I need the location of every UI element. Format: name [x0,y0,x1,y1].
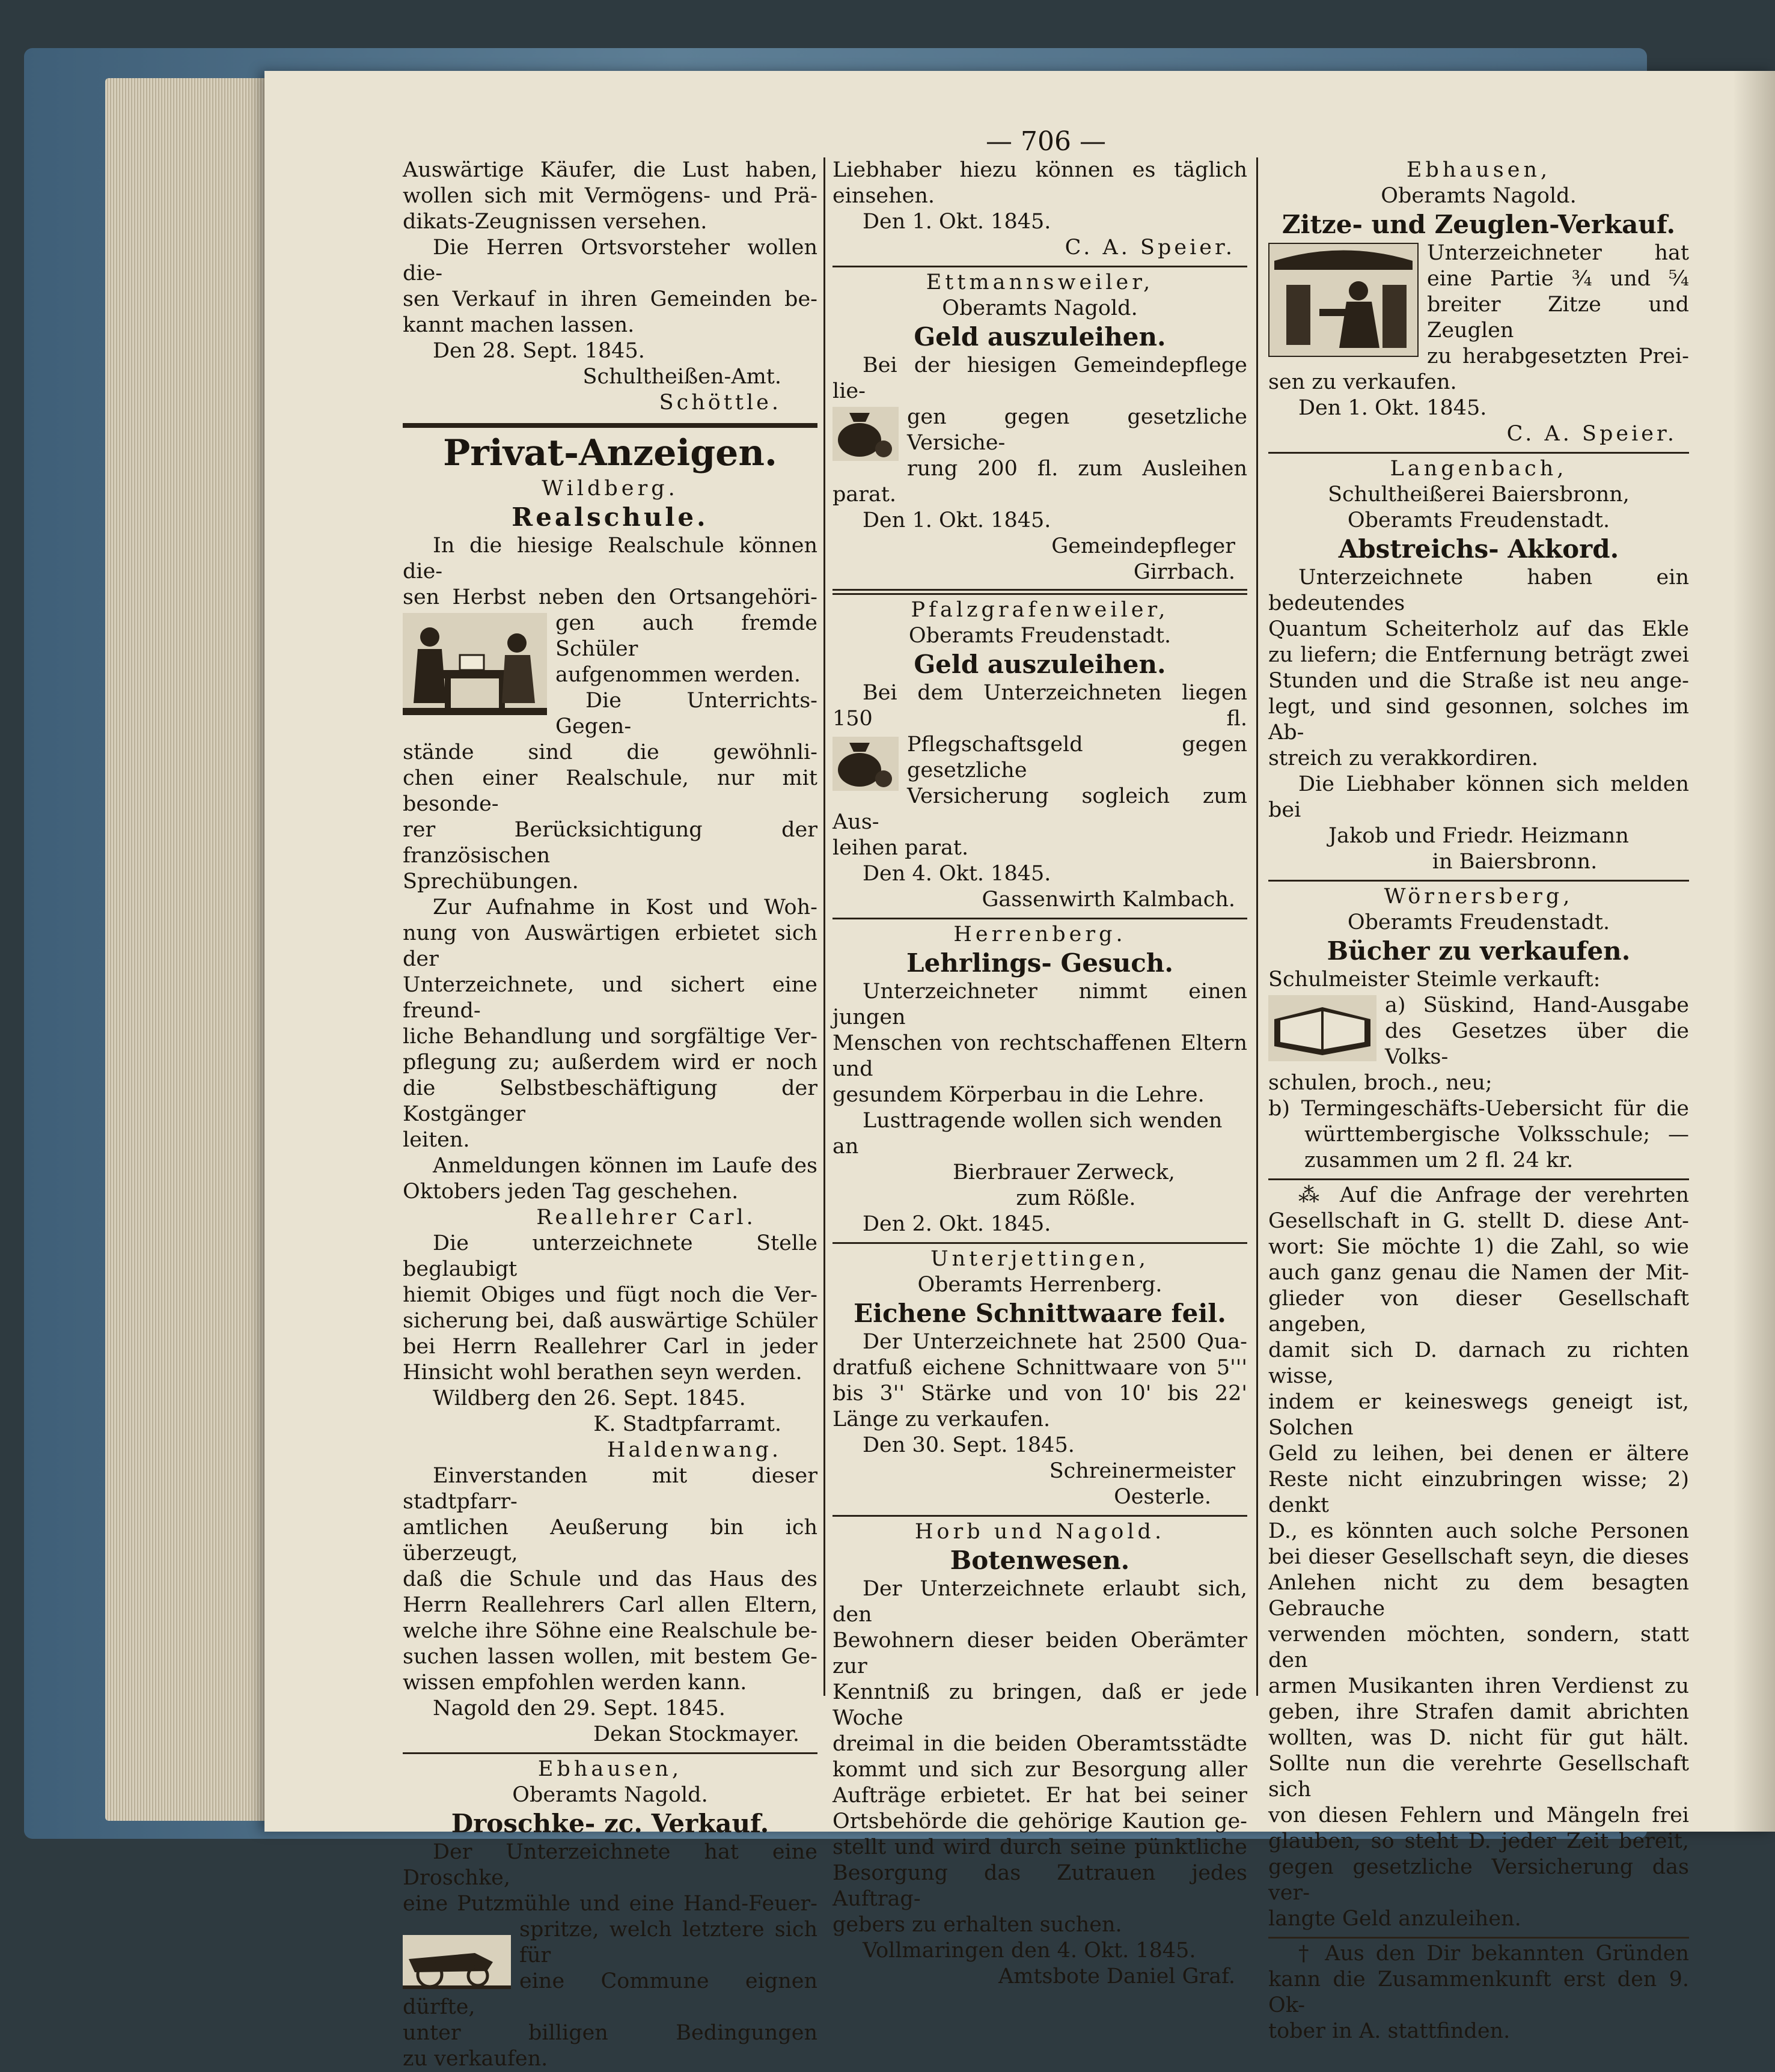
text-line: tober in A. stattfinden. [1268,2019,1511,2043]
text-line: dratfuß eichene Schnittwaare von 5''' [833,1356,1247,1380]
place-name: Unterjettingen, [930,1247,1149,1271]
text-line: nung von Auswärtigen erbietet sich der [403,921,817,971]
section-heading: Privat-Anzeigen. [443,432,777,474]
place-name: Pfalzgrafenweiler, [911,598,1169,622]
text-line: auch ganz genau die Namen der Mit- [1268,1261,1689,1285]
text-line: Einverstanden mit dieser stadtpfarr- [403,1464,817,1514]
section-rule [1268,452,1689,454]
text-line: Liebhaber hiezu können es täglich [833,158,1247,182]
text-line: Hinsicht wohl berathen seyn werden. [403,1361,802,1385]
text-line: Zur Aufnahme in Kost und Woh- [433,895,817,919]
text-line: Geld zu leihen, bei denen er ältere [1268,1442,1689,1466]
district-name: Oberamts Nagold. [512,1783,708,1807]
text-line: wollen sich mit Vermögens- und Prä- [403,184,817,208]
date-line: Wildberg den 26. Sept. 1845. [433,1386,746,1410]
text-line: ⁂ Auf die Anfrage der verehrten [1298,1183,1689,1207]
section-rule [403,423,817,428]
text-line: sen zu verkaufen. [1268,370,1457,394]
school-woodcut-image [403,613,547,715]
signature: Oesterle. [1114,1485,1211,1509]
text-line: geben, ihre Strafen damit abrichten [1268,1700,1689,1724]
section-rule [833,266,1247,267]
text-line: Bierbrauer Zerweck, [953,1160,1175,1184]
text-line: daß die Schule und das Haus des [403,1567,817,1591]
book-woodcut-image [1268,995,1376,1061]
column-3 [1268,157,1689,2044]
text-line: suchen lassen wollen, mit bestem Ge- [403,1645,817,1669]
text-line: Bewohnern dieser beiden Oberämter zur [833,1629,1247,1678]
date-line: Den 1. Okt. 1845. [863,508,1051,532]
text-line: Die Herren Ortsvorsteher wollen die- [403,236,817,285]
text-line: spritze, welch letztere sich für [519,1918,817,1967]
date-line: Den 2. Okt. 1845. [863,1212,1051,1236]
text-line: Herrn Reallehrers Carl allen Eltern, [403,1593,817,1617]
section-rule [1268,880,1689,882]
place-name: Langenbach, [1390,457,1568,481]
text-line: Länge zu verkaufen. [833,1407,1051,1431]
text-line: Der Unterzeichnete erlaubt sich, den [833,1577,1247,1627]
text-line: kannt machen lassen. [403,313,635,337]
text-line: unter billigen Bedingungen [403,2021,817,2045]
text-line: gesundem Körperbau in die Lehre. [833,1083,1205,1107]
text-line: kommt und sich zur Besorgung aller [833,1758,1247,1782]
text-line: amtlichen Aeußerung bin ich überzeugt, [403,1516,817,1565]
money-bag-woodcut-image [833,737,899,791]
text-line: In die hiesige Realschule können die- [403,534,817,584]
text-line: † Aus den Dir bekannten Gründen [1298,1942,1689,1966]
text-line: damit sich D. darnach zu richten wisse, [1268,1338,1689,1388]
signature: C. A. Speier. [1065,236,1235,260]
text-line: Auswärtige Käufer, die Lust haben, [403,158,817,182]
text-line: breiter Zitze und Zeuglen [1427,293,1689,343]
signature: Schöttle. [659,391,781,415]
text-line: Bei dem Unterzeichneten liegen 150 fl. [833,681,1247,731]
text-line: gen auch fremde Schüler [555,611,817,661]
text-line: Jakob und Friedr. Heizmann [1328,824,1629,848]
ad-heading: Realschule. [512,502,709,532]
text-line: Gesellschaft in G. stellt D. diese Ant- [1268,1209,1689,1233]
text-line: legt, und sind gesonnen, solches im Ab- [1268,695,1689,745]
text-line: Anlehen nicht zu dem besagten Gebrauche [1268,1571,1689,1621]
place-name: Ebhausen, [537,1757,683,1781]
text-line: aufgenommen werden. [555,663,801,687]
ad-heading: Droschke- zc. Verkauf. [451,1809,769,1838]
text-line: chen einer Realschule, nur mit besonde- [403,766,817,816]
date-line: Den 28. Sept. 1845. [433,339,645,363]
text-line: zusammen um 2 fl. 24 kr. [1304,1148,1574,1172]
text-line: Sprechübungen. [403,870,579,894]
place-name: Horb und Nagold. [914,1520,1166,1544]
district-name: Schultheißerei Baiersbronn, [1328,483,1630,507]
text-line: Menschen von rechtschaffenen Eltern und [833,1031,1247,1081]
text-line: bis 3'' Stärke und von 10' bis 22' [833,1382,1247,1406]
text-line: Pflegschaftsgeld gegen gesetzliche [907,733,1247,782]
signature: Schultheißen-Amt. [582,365,781,389]
text-line: Schulmeister Steimle verkauft: [1268,967,1601,992]
text-line: Stunden und die Straße ist neu ange- [1268,669,1689,693]
signature: Schreinermeister [1049,1459,1235,1483]
place-name: Wörnersberg, [1384,885,1574,909]
text-line: Aufträge erbietet. Er hat bei seiner [833,1784,1247,1808]
text-line: Besorgung das Zutrauen jedes Auftrag- [833,1861,1247,1911]
text-line: langte Geld anzuleihen. [1268,1907,1521,1931]
signature: Amtsbote Daniel Graf. [998,1964,1235,1988]
text-line: dreimal in die beiden Oberamtsstädte [833,1732,1247,1756]
text-line: Unterzeichneter nimmt einen jungen [833,980,1247,1029]
place-name: Wildberg. [542,477,679,501]
text-line: gebers zu erhalten suchen. [833,1913,1122,1937]
text-line: eine Partie ¾ und ⁵⁄₄ [1427,267,1689,291]
section-rule [1268,1178,1689,1180]
text-line: schulen, broch., neu; [1268,1071,1492,1095]
text-line: sen Verkauf in ihren Gemeinden be- [403,287,817,311]
text-line: dikats-Zeugnissen versehen. [403,210,707,234]
text-line: gegen gesetzliche Versicherung das ver- [1268,1855,1689,1905]
text-line: rer Berücksichtigung der französischen [403,818,817,868]
date-line: Den 1. Okt. 1845. [1298,396,1487,420]
text-line: die Selbstbeschäftigung der Kostgänger [403,1076,817,1126]
text-line: D., es könnten auch solche Personen [1268,1519,1689,1543]
text-line: leihen parat. [833,836,969,860]
ad-heading: Abstreichs- Akkord. [1338,534,1619,564]
text-line: streich zu verakkordiren. [1268,746,1539,770]
text-line: pflegung zu; außerdem wird er noch [403,1050,817,1074]
text-line: Lusttragende wollen sich wenden an [833,1109,1223,1159]
text-line: wort: Sie möchte 1) die Zahl, so wie [1268,1235,1689,1259]
text-line: gen gegen gesetzliche Versiche- [907,405,1247,455]
droschke-woodcut-image [403,1935,511,1989]
text-line: Unterzeichneter hat [1427,241,1689,265]
text-line: zu liefern; die Entfernung beträgt zwei [1268,643,1689,667]
text-line: Die Liebhaber können sich melden bei [1268,772,1689,822]
text-line: leiten. [403,1128,470,1152]
place-name: Ebhausen, [1406,158,1551,182]
text-line: sicherung bei, daß auswärtige Schüler [403,1309,817,1333]
text-line: zum Rößle. [1016,1186,1136,1210]
text-line: Die Unterrichts-Gegen- [555,689,817,739]
text-line: indem er keineswegs geneigt ist, Solchen [1268,1390,1689,1440]
text-line: wollten, was D. nicht für gut hält. [1268,1726,1689,1750]
signature: Girrbach. [1133,560,1235,584]
section-rule [833,589,1247,595]
money-bag-woodcut-image [833,407,899,461]
date-line: Vollmaringen den 4. Okt. 1845. [863,1939,1196,1963]
signature: Gassenwirth Kalmbach. [982,888,1235,912]
text-line: Unterzeichnete haben ein bedeutendes [1268,565,1689,615]
ad-heading: Zitze- und Zeuglen-Verkauf. [1282,210,1676,239]
text-line: bei dieser Gesellschaft seyn, die dieses [1268,1545,1689,1569]
column-1 [403,157,817,2072]
text-line: b) Termingeschäfts-Uebersicht für die [1268,1097,1689,1121]
weaver-woodcut-image [1268,243,1419,357]
section-rule [833,1242,1247,1244]
signature: Gemeindepfleger [1051,534,1235,558]
signature: K. Stadtpfarramt. [593,1412,781,1436]
district-name: Oberamts Freudenstadt. [1347,508,1610,532]
place-name: Ettmannsweiler, [926,270,1154,294]
section-rule [1268,1937,1689,1939]
ad-heading: Lehrlings- Gesuch. [906,948,1173,978]
text-line: liche Behandlung und sorgfältige Ver- [403,1025,817,1049]
text-line: Versicherung sogleich zum Aus- [833,784,1247,834]
page-number: — 706 — [986,126,1106,157]
text-line: in Baiersbronn. [1432,850,1598,874]
district-name: Oberamts Freudenstadt. [1347,910,1610,934]
text-line: einsehen. [833,184,935,208]
text-line: armen Musikanten ihren Verdienst zu [1268,1674,1689,1698]
column-rule-1 [823,157,825,1696]
text-line: hiemit Obiges und fügt noch die Ver- [403,1283,817,1307]
signature: C. A. Speier. [1506,422,1677,446]
text-line: Der Unterzeichnete hat 2500 Qua- [863,1330,1247,1354]
date-line: Nagold den 29. Sept. 1845. [433,1696,726,1720]
text-line: Quantum Scheiterholz auf das Ekle [1268,617,1689,641]
section-rule [833,918,1247,919]
text-line: von diesen Fehlern und Mängeln frei [1268,1803,1689,1827]
text-line: Die unterzeichnete Stelle beglaubigt [403,1231,817,1281]
ad-heading: Eichene Schnittwaare feil. [854,1299,1226,1328]
signature: Haldenwang. [606,1438,781,1462]
text-line: Der Unterzeichnete hat eine Droschke, [403,1840,817,1890]
text-line: glauben, so steht D. jeder Zeit bereit, [1268,1829,1689,1853]
text-line: Oktobers jeden Tag geschehen. [403,1180,739,1204]
section-rule [403,1752,817,1754]
text-line: rung 200 fl. zum Ausleihen [907,457,1247,481]
ad-heading: Geld auszuleihen. [914,322,1166,352]
text-line: wissen empfohlen werden kann. [403,1671,747,1695]
signature: Dekan Stockmayer. [593,1722,799,1746]
text-line: des Gesetzes über die Volks- [1385,1019,1689,1069]
district-name: Oberamts Freudenstadt. [908,624,1172,648]
date-line: Den 1. Okt. 1845. [863,210,1051,234]
text-line: Reste nicht einzubringen wisse; 2) denkt [1268,1467,1689,1517]
text-line: Unterzeichnete, und sichert eine freund- [403,973,817,1023]
page-edges [105,78,286,1821]
text-line: stände sind die gewöhnli- [403,740,817,764]
date-line: Den 4. Okt. 1845. [863,862,1051,886]
district-name: Oberamts Nagold. [1381,184,1577,208]
text-line: Anmeldungen können im Laufe des [433,1154,817,1178]
ad-heading: Botenwesen. [950,1546,1130,1575]
text-line: welche ihre Söhne eine Realschule be- [403,1619,817,1643]
text-line: Ortsbehörde die gehörige Kaution ge- [833,1809,1247,1833]
place-name: Herrenberg. [953,922,1126,946]
column-2 [833,157,1247,1990]
text-line: Kenntniß zu bringen, daß er jede Woche [833,1680,1247,1730]
district-name: Oberamts Nagold. [942,296,1138,320]
district-name: Oberamts Herrenberg. [917,1273,1162,1297]
text-line: sen Herbst neben den Ortsangehöri- [403,585,817,609]
text-line: zu verkaufen. [403,2047,548,2071]
text-line: kann die Zusammenkunft erst den 9. Ok- [1268,1967,1689,2017]
section-rule [833,1515,1247,1517]
text-line: parat. [833,483,897,507]
text-line: a) Süskind, Hand-Ausgabe [1385,993,1689,1017]
text-line: Sollte nun die verehrte Gesellschaft sich [1268,1752,1689,1802]
text-line: stellt und wird durch seine pünktliche [833,1835,1247,1859]
column-rule-2 [1256,157,1258,1696]
ad-heading: Geld auszuleihen. [914,650,1166,679]
text-line: bei Herrn Reallehrer Carl in jeder [403,1335,817,1359]
ad-heading: Bücher zu verkaufen. [1327,936,1631,966]
signature: Reallehrer Carl. [536,1205,756,1229]
text-line: zu herabgesetzten Prei- [1427,344,1689,368]
text-line: württembergische Volksschule; — [1304,1123,1689,1147]
text-line: eine Putzmühle und eine Hand-Feuer- [403,1892,817,1916]
text-line: verwenden möchten, sondern, statt den [1268,1623,1689,1672]
text-line: glieder von dieser Gesellschaft angeben, [1268,1287,1689,1336]
text-line: eine Commune eignen dürfte, [403,1969,817,2019]
date-line: Den 30. Sept. 1845. [863,1433,1075,1457]
text-line: Bei der hiesigen Gemeindepflege lie- [833,353,1247,403]
